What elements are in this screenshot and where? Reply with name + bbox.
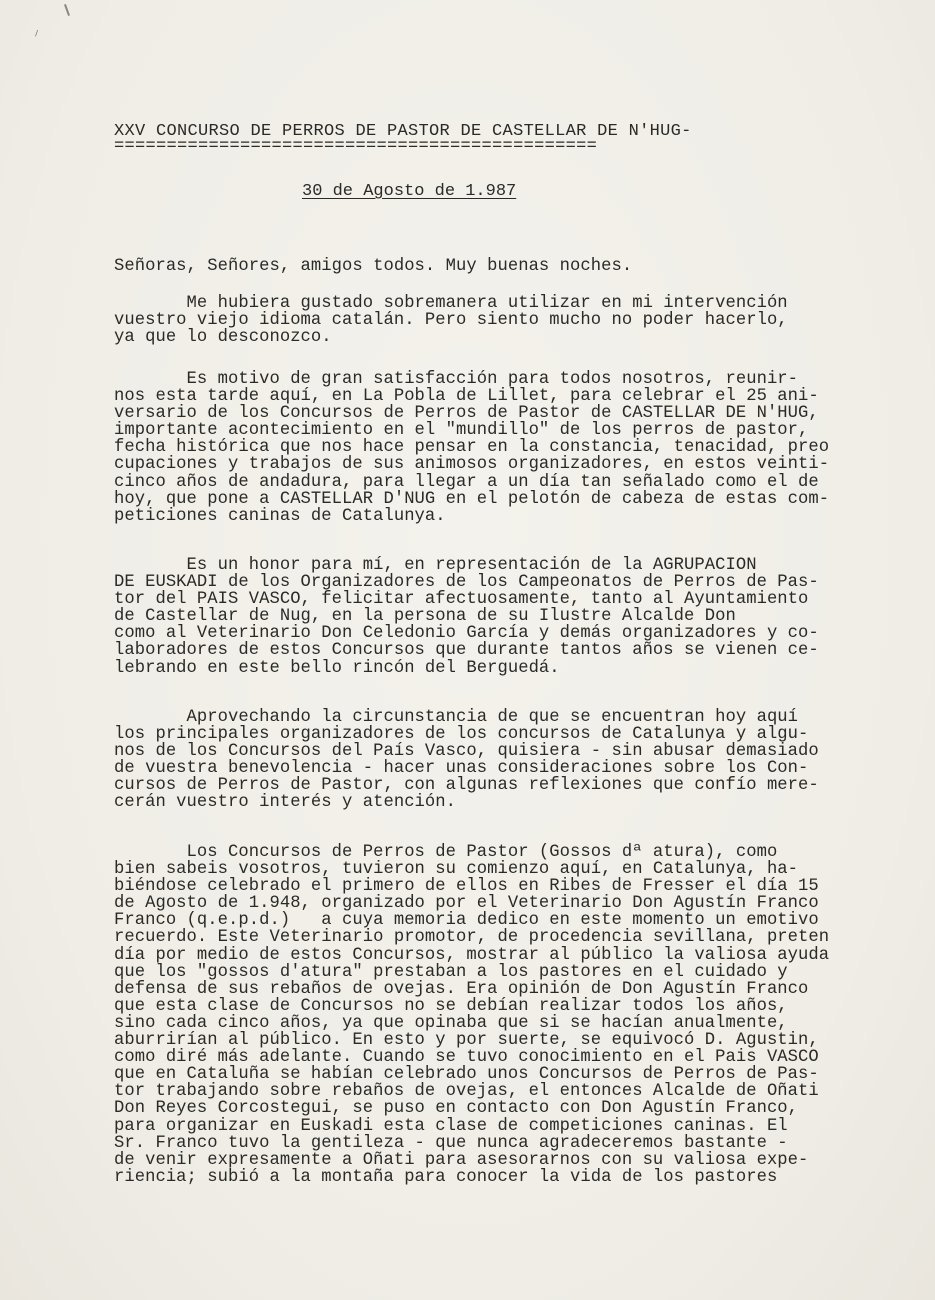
- text-line: de vuestra benevolencia - hacer unas consideraciones sobre los Con-: [114, 759, 809, 779]
- text-line: cursos de Perros de Pastor, con algunas reflexiones que confío mere-: [114, 776, 819, 796]
- text-line: cerán vuestro interés y atención.: [114, 793, 457, 813]
- ink-smudge: ⸝: [29, 23, 43, 41]
- paragraph-5: [114, 844, 929, 1186]
- title-underline-rule: ==============================================: [114, 137, 598, 156]
- text-line: cinco años de andadura, para llegar a un día tan señalado como el de: [114, 472, 819, 492]
- text-line: día por medio de estos Concursos, mostrar al público la valiosa ayuda: [114, 945, 830, 965]
- text-line: laboradores de estos Concursos que durante tantos años se vienen ce-: [114, 641, 819, 661]
- text-line: recuerdo. Este Veterinario promotor, de procedencia sevillana, preten: [114, 928, 830, 948]
- text-line: que los "gossos d'atura" prestaban a los pastores en el cuidado y: [114, 962, 788, 982]
- text-line: tor trabajando sobre rebaños de ovejas, el entonces Alcalde de Oñati: [114, 1082, 819, 1102]
- text-line: aburrirían al público. En esto y por suerte, se equivocó D. Agustin,: [114, 1031, 819, 1051]
- text-line: Don Reyes Corcostegui, se puso en contacto con Don Agustín Franco,: [114, 1099, 799, 1119]
- text-line: peticiones caninas de Catalunya.: [114, 506, 446, 526]
- text-line: versario de los Concursos de Perros de Pastor de CASTELLAR DE N'HUG,: [114, 404, 819, 424]
- text-line: que en Cataluña se habían celebrado unos Concursos de Perros de Pas-: [114, 1065, 819, 1085]
- text-line: Los Concursos de Perros de Pastor (Gossos dª atura), como: [114, 843, 778, 862]
- paragraph-1: [114, 295, 929, 346]
- text-line: para organizar en Euskadi esta clase de competiciones caninas. El: [114, 1116, 788, 1136]
- text-line: Aprovechando la circunstancia de que se encuentran hoy aquí: [114, 708, 799, 727]
- text-line: ya que lo desconozco.: [114, 328, 332, 348]
- text-line: tor del PAIS VASCO, felicitar afectuosamente, tanto al Ayuntamiento: [114, 590, 809, 610]
- text-line: sino cada cinco años, ya que opinaba que si se hacían anualmente,: [114, 1013, 788, 1033]
- text-line: de Agosto de 1.948, organizado por el Veterinario Don Agustín Franco: [114, 894, 819, 914]
- text-line: riencia; subió a la montaña para conocer la vida de los pastores: [114, 1167, 778, 1187]
- text-line: los principales organizadores de los concursos de Catalunya y algu-: [114, 725, 809, 745]
- text-line: de venir expresamente a Oñati para asesorarnos con su valiosa expe-: [114, 1150, 809, 1170]
- text-line: Me hubiera gustado sobremanera utilizar en mi intervención: [114, 294, 788, 313]
- text-line: Sr. Franco tuvo la gentileza - que nunca agradeceremos bastante -: [114, 1133, 788, 1153]
- text-line: defensa de sus rebaños de ovejas. Era opinión de Don Agustín Franco: [114, 979, 809, 999]
- text-line: DE EUSKADI de los Organizadores de los Campeonatos de Perros de Pas-: [114, 573, 819, 593]
- text-line: de Castellar de Nug, en la persona de su Ilustre Alcalde Don: [114, 607, 736, 627]
- text-line: biéndose celebrado el primero de ellos en Ribes de Fresser el día 15: [114, 877, 819, 897]
- pencil-mark: [64, 4, 70, 16]
- text-line: lebrando en este bello rincón del Berguedá.: [114, 658, 560, 678]
- paragraph-2: [114, 371, 929, 525]
- text-line: hoy, que pone a CASTELLAR D'NUG en el pelotón de cabeza de estas com-: [114, 489, 830, 509]
- paragraph-4: [114, 709, 929, 812]
- text-line: nos esta tarde aquí, en La Pobla de Lillet, para celebrar el 25 ani-: [114, 387, 819, 407]
- text-line: cupaciones y trabajos de sus animosos organizadores, en estos veinti-: [114, 455, 830, 475]
- text-line: Es un honor para mí, en representación de la AGRUPACION: [114, 556, 757, 575]
- text-line: como diré más adelante. Cuando se tuvo conocimiento en el Pais VASCO: [114, 1048, 819, 1068]
- paragraph-3: [114, 557, 929, 677]
- text-line: Franco (q.e.p.d.) a cuya memoria dedico en este momento un emotivo: [114, 911, 819, 931]
- document-date: 30 de Agosto de 1.987: [302, 182, 517, 201]
- text-line: vuestro viejo idioma catalán. Pero siento mucho no poder hacerlo,: [114, 311, 788, 331]
- text-line: que esta clase de Concursos no se debían realizar todos los años,: [114, 996, 788, 1016]
- text-line: importante acontecimiento en el "mundillo" de los perros de pastor,: [114, 421, 809, 441]
- text-line: fecha histórica que nos hace pensar en la constancia, tenacidad, preo: [114, 438, 830, 458]
- text-line: bien sabeis vosotros, tuvieron su comienzo aquí, en Catalunya, ha-: [114, 860, 799, 880]
- text-line: nos de los Concursos del País Vasco, quisiera - sin abusar demasiado: [114, 742, 819, 762]
- document-title: XXV CONCURSO DE PERROS DE PASTOR DE CASTELLAR DE N'HUG-: [114, 122, 692, 141]
- greeting-line: Señoras, Señores, amigos todos. Muy buenas noches.: [114, 257, 633, 276]
- text-line: como al Veterinario Don Celedonio García y demás organizadores y co-: [114, 624, 819, 644]
- text-line: Es motivo de gran satisfacción para todos nosotros, reunir-: [114, 370, 799, 389]
